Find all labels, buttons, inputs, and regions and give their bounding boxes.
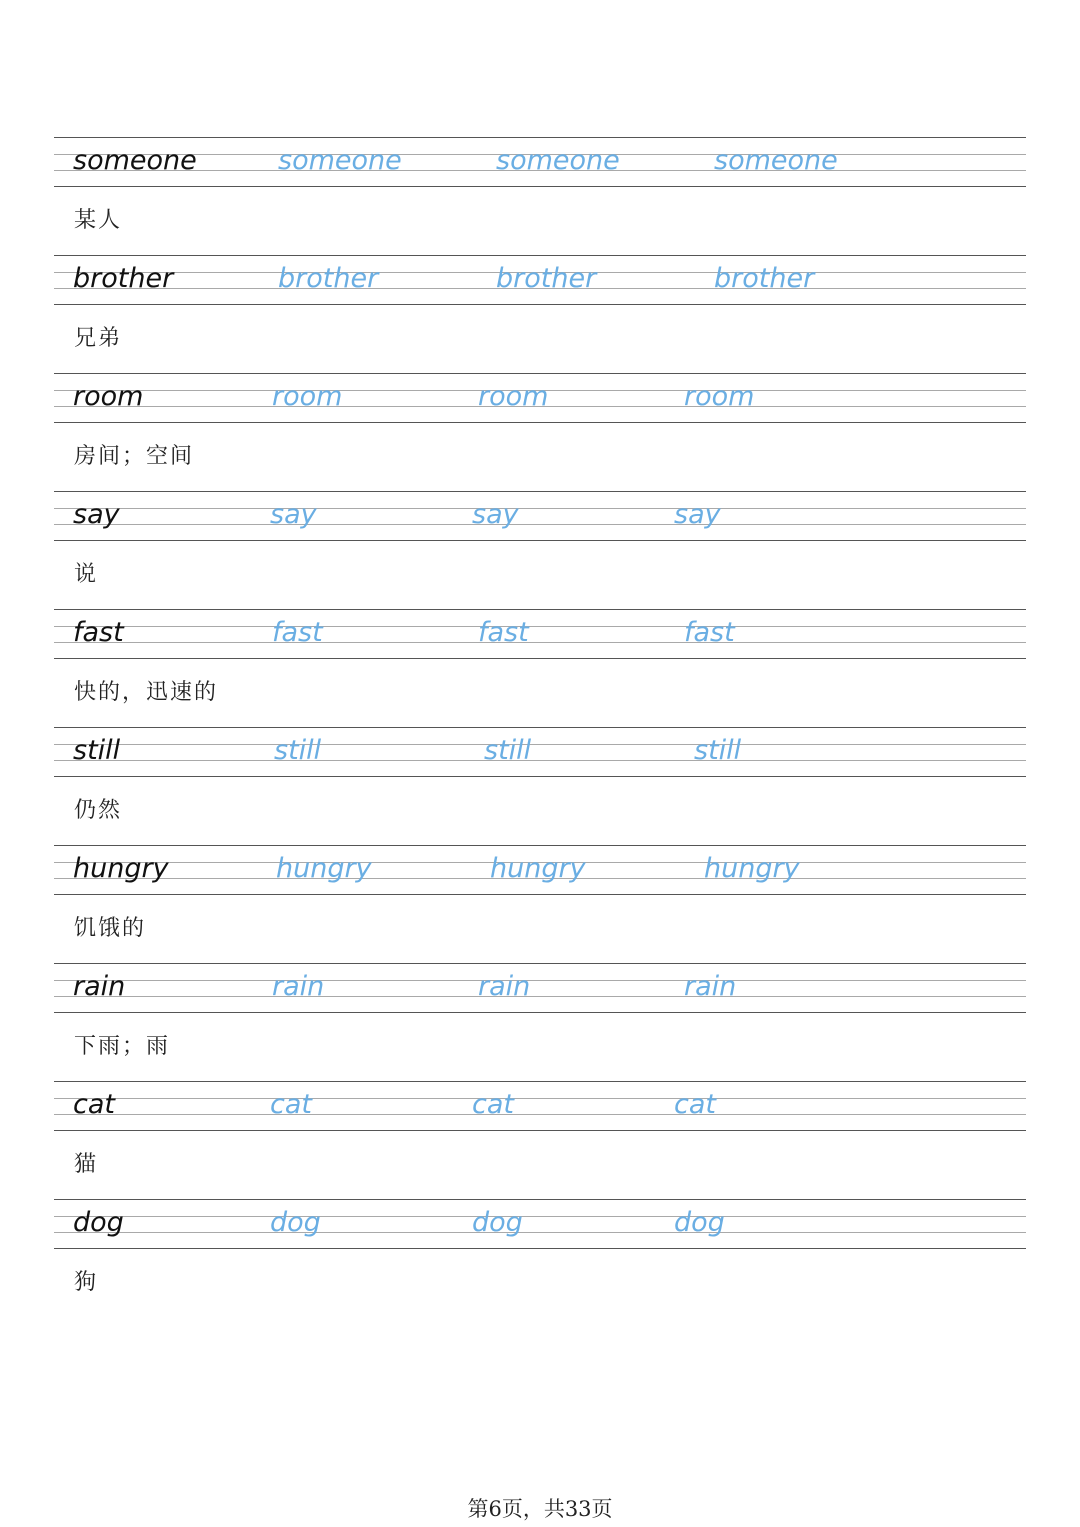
trace-word: dog	[472, 1207, 523, 1238]
ruled-line	[54, 776, 1026, 777]
ruled-line	[54, 727, 1026, 728]
trace-word: brother	[278, 263, 379, 294]
ruled-line	[54, 186, 1026, 187]
model-word: still	[73, 735, 121, 766]
ruled-line	[54, 1098, 1026, 1099]
trace-word: still	[484, 735, 532, 766]
vocabulary-entry	[54, 845, 1026, 963]
trace-word: room	[684, 381, 755, 412]
model-word: cat	[73, 1089, 115, 1120]
vocabulary-entry	[54, 491, 1026, 609]
chinese-meaning: 饥饿的	[74, 916, 147, 941]
model-word: someone	[73, 145, 197, 176]
ruled-line	[54, 760, 1026, 761]
trace-word: cat	[270, 1089, 312, 1120]
ruled-line	[54, 1130, 1026, 1131]
ruled-line	[54, 373, 1026, 374]
ruled-line	[54, 744, 1026, 745]
trace-word: hungry	[276, 853, 372, 884]
trace-word: hungry	[704, 853, 800, 884]
chinese-meaning: 房间；空间	[74, 444, 195, 469]
trace-word: say	[270, 499, 317, 530]
trace-word: someone	[714, 145, 838, 176]
vocabulary-entry	[54, 255, 1026, 373]
ruled-line	[54, 845, 1026, 846]
ruled-line	[54, 491, 1026, 492]
trace-word: dog	[674, 1207, 725, 1238]
ruled-line	[54, 304, 1026, 305]
chinese-meaning: 快的，迅速的	[74, 680, 219, 705]
ruled-line	[54, 609, 1026, 610]
trace-word: say	[674, 499, 721, 530]
model-word: say	[73, 499, 120, 530]
ruled-line	[54, 1199, 1026, 1200]
model-word: brother	[73, 263, 174, 294]
vocabulary-entry	[54, 1199, 1026, 1317]
ruled-line	[54, 508, 1026, 509]
trace-word: fast	[272, 617, 323, 648]
four-line-grid	[54, 609, 1026, 659]
trace-word: fast	[684, 617, 735, 648]
copybook-sheet	[54, 137, 1026, 1317]
chinese-meaning: 兄弟	[74, 326, 123, 351]
vocabulary-entry	[54, 963, 1026, 1081]
chinese-meaning: 下雨；雨	[74, 1034, 171, 1059]
ruled-line	[54, 996, 1026, 997]
page-number: 第6页，共33页	[467, 1497, 613, 1521]
trace-word: dog	[270, 1207, 321, 1238]
ruled-line	[54, 1114, 1026, 1115]
ruled-line	[54, 540, 1026, 541]
model-word: room	[73, 381, 144, 412]
ruled-line	[54, 422, 1026, 423]
ruled-line	[54, 626, 1026, 627]
vocabulary-entry	[54, 1081, 1026, 1199]
ruled-line	[54, 137, 1026, 138]
ruled-line	[54, 1232, 1026, 1233]
four-line-grid	[54, 727, 1026, 777]
ruled-line	[54, 1081, 1026, 1082]
model-word: hungry	[73, 853, 169, 884]
chinese-meaning: 某人	[74, 208, 123, 233]
trace-word: hungry	[490, 853, 586, 884]
ruled-line	[54, 894, 1026, 895]
trace-word: room	[272, 381, 343, 412]
ruled-line	[54, 658, 1026, 659]
four-line-grid	[54, 491, 1026, 541]
ruled-line	[54, 1216, 1026, 1217]
ruled-line	[54, 524, 1026, 525]
ruled-line	[54, 963, 1026, 964]
chinese-meaning: 说	[74, 562, 99, 587]
chinese-meaning: 仍然	[74, 798, 123, 823]
vocabulary-entry	[54, 373, 1026, 491]
trace-word: someone	[496, 145, 620, 176]
four-line-grid	[54, 1081, 1026, 1131]
ruled-line	[54, 255, 1026, 256]
trace-word: say	[472, 499, 519, 530]
ruled-line	[54, 1248, 1026, 1249]
trace-word: brother	[714, 263, 815, 294]
trace-word: fast	[478, 617, 529, 648]
trace-word: rain	[684, 971, 737, 1002]
vocabulary-entry	[54, 609, 1026, 727]
trace-word: rain	[272, 971, 325, 1002]
chinese-meaning: 猫	[74, 1152, 99, 1177]
trace-word: still	[694, 735, 742, 766]
trace-word: still	[274, 735, 322, 766]
four-line-grid	[54, 1199, 1026, 1249]
model-word: dog	[73, 1207, 124, 1238]
model-word: fast	[73, 617, 124, 648]
four-line-grid	[54, 963, 1026, 1013]
ruled-line	[54, 642, 1026, 643]
trace-word: room	[478, 381, 549, 412]
trace-word: cat	[472, 1089, 514, 1120]
trace-word: cat	[674, 1089, 716, 1120]
trace-word: brother	[496, 263, 597, 294]
trace-word: someone	[278, 145, 402, 176]
vocabulary-entry	[54, 727, 1026, 845]
ruled-line	[54, 980, 1026, 981]
model-word: rain	[73, 971, 126, 1002]
ruled-line	[54, 1012, 1026, 1013]
vocabulary-entry	[54, 137, 1026, 255]
chinese-meaning: 狗	[74, 1270, 99, 1295]
trace-word: rain	[478, 971, 531, 1002]
